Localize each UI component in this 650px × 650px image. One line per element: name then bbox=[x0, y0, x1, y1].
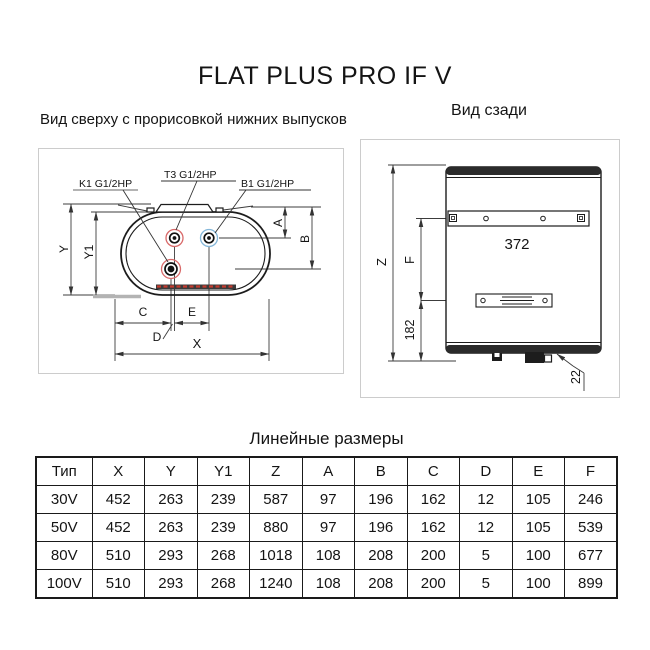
table-header-row bbox=[36, 457, 617, 486]
cell: 510 bbox=[92, 542, 145, 570]
cell-type: 50V bbox=[36, 514, 92, 542]
dim-label-e: E bbox=[187, 305, 197, 319]
cell: 293 bbox=[145, 570, 198, 599]
cell: 97 bbox=[302, 486, 355, 514]
col-header: Z bbox=[250, 457, 303, 486]
cell: 539 bbox=[565, 514, 618, 542]
page-title: FLAT PLUS PRO IF V bbox=[198, 62, 452, 90]
cell: 263 bbox=[145, 514, 198, 542]
cell-type: 100V bbox=[36, 570, 92, 599]
top-view-drawing bbox=[39, 149, 343, 373]
dim-label-c: C bbox=[138, 305, 148, 319]
dim-label-b: B bbox=[298, 234, 312, 244]
cell: 452 bbox=[92, 514, 145, 542]
cell: 200 bbox=[407, 570, 460, 599]
port-t3-hot-icon bbox=[166, 230, 183, 247]
col-header: Тип bbox=[36, 457, 92, 486]
port-k1-icon bbox=[162, 260, 181, 279]
col-header: B bbox=[355, 457, 408, 486]
port-b1-cold-icon bbox=[201, 230, 218, 247]
col-header: Y bbox=[145, 457, 198, 486]
rear-view-drawing bbox=[361, 140, 619, 397]
cell: 239 bbox=[197, 486, 250, 514]
cell: 200 bbox=[407, 542, 460, 570]
cell: 12 bbox=[460, 486, 513, 514]
cell: 97 bbox=[302, 514, 355, 542]
col-header: D bbox=[460, 457, 513, 486]
cell: 452 bbox=[92, 486, 145, 514]
cell-type: 30V bbox=[36, 486, 92, 514]
cell: 587 bbox=[250, 486, 303, 514]
dim-label-182: 182 bbox=[403, 319, 417, 341]
cell: 162 bbox=[407, 514, 460, 542]
cell: 196 bbox=[355, 514, 408, 542]
cell: 208 bbox=[355, 542, 408, 570]
cell: 5 bbox=[460, 542, 513, 570]
col-header: A bbox=[302, 457, 355, 486]
cell: 880 bbox=[250, 514, 303, 542]
cell: 239 bbox=[197, 514, 250, 542]
bottom-gasket bbox=[156, 285, 236, 290]
mount-bracket bbox=[448, 211, 589, 226]
top-view-frame bbox=[38, 148, 344, 374]
cell: 196 bbox=[355, 486, 408, 514]
cell: 108 bbox=[302, 570, 355, 599]
col-header: E bbox=[512, 457, 565, 486]
cell: 268 bbox=[197, 570, 250, 599]
dim-label-372: 372 bbox=[504, 236, 530, 253]
port-label-k1: K1 G1/2HP bbox=[79, 178, 133, 190]
cell: 268 bbox=[197, 542, 250, 570]
port-labels bbox=[73, 169, 311, 262]
dimensions-table bbox=[35, 456, 618, 599]
dim-label-y1: Y1 bbox=[82, 244, 96, 260]
dim-label-x: X bbox=[192, 336, 202, 351]
rear-view-frame bbox=[360, 139, 620, 398]
cell: 12 bbox=[460, 514, 513, 542]
cell: 293 bbox=[145, 542, 198, 570]
col-header: Y1 bbox=[197, 457, 250, 486]
rear-body bbox=[446, 167, 601, 353]
table-row bbox=[36, 570, 617, 599]
cell: 5 bbox=[460, 570, 513, 599]
cell: 677 bbox=[565, 542, 618, 570]
table-row bbox=[36, 486, 617, 514]
col-header: F bbox=[565, 457, 618, 486]
cell-type: 80V bbox=[36, 542, 92, 570]
cell: 100 bbox=[512, 542, 565, 570]
port-label-b1: B1 G1/2HP bbox=[241, 178, 295, 190]
cell: 105 bbox=[512, 514, 565, 542]
top-view-caption: Вид сверху с прорисовкой нижних выпусков bbox=[40, 111, 347, 128]
table-row bbox=[36, 514, 617, 542]
dim-label-22: 22 bbox=[569, 370, 583, 384]
cell: 246 bbox=[565, 486, 618, 514]
cell: 208 bbox=[355, 570, 408, 599]
port-label-t3: T3 G1/2HP bbox=[164, 169, 217, 181]
dim-label-a: A bbox=[271, 218, 285, 228]
rear-view-caption: Вид сзади bbox=[451, 102, 527, 119]
cell: 105 bbox=[512, 486, 565, 514]
table-row bbox=[36, 542, 617, 570]
cell: 1240 bbox=[250, 570, 303, 599]
cell: 162 bbox=[407, 486, 460, 514]
cell: 263 bbox=[145, 486, 198, 514]
dim-label-z: Z bbox=[374, 258, 389, 266]
cell: 510 bbox=[92, 570, 145, 599]
nameplate bbox=[476, 294, 552, 307]
cell: 108 bbox=[302, 542, 355, 570]
table-caption: Линейные размеры bbox=[249, 429, 404, 448]
cell: 1018 bbox=[250, 542, 303, 570]
col-header: C bbox=[407, 457, 460, 486]
dim-label-f: F bbox=[402, 256, 417, 264]
tank-top-outline bbox=[121, 212, 270, 295]
col-header: X bbox=[92, 457, 145, 486]
cell: 100 bbox=[512, 570, 565, 599]
cell: 899 bbox=[565, 570, 618, 599]
dim-label-y: Y bbox=[57, 244, 71, 254]
dim-label-d: D bbox=[152, 330, 162, 344]
